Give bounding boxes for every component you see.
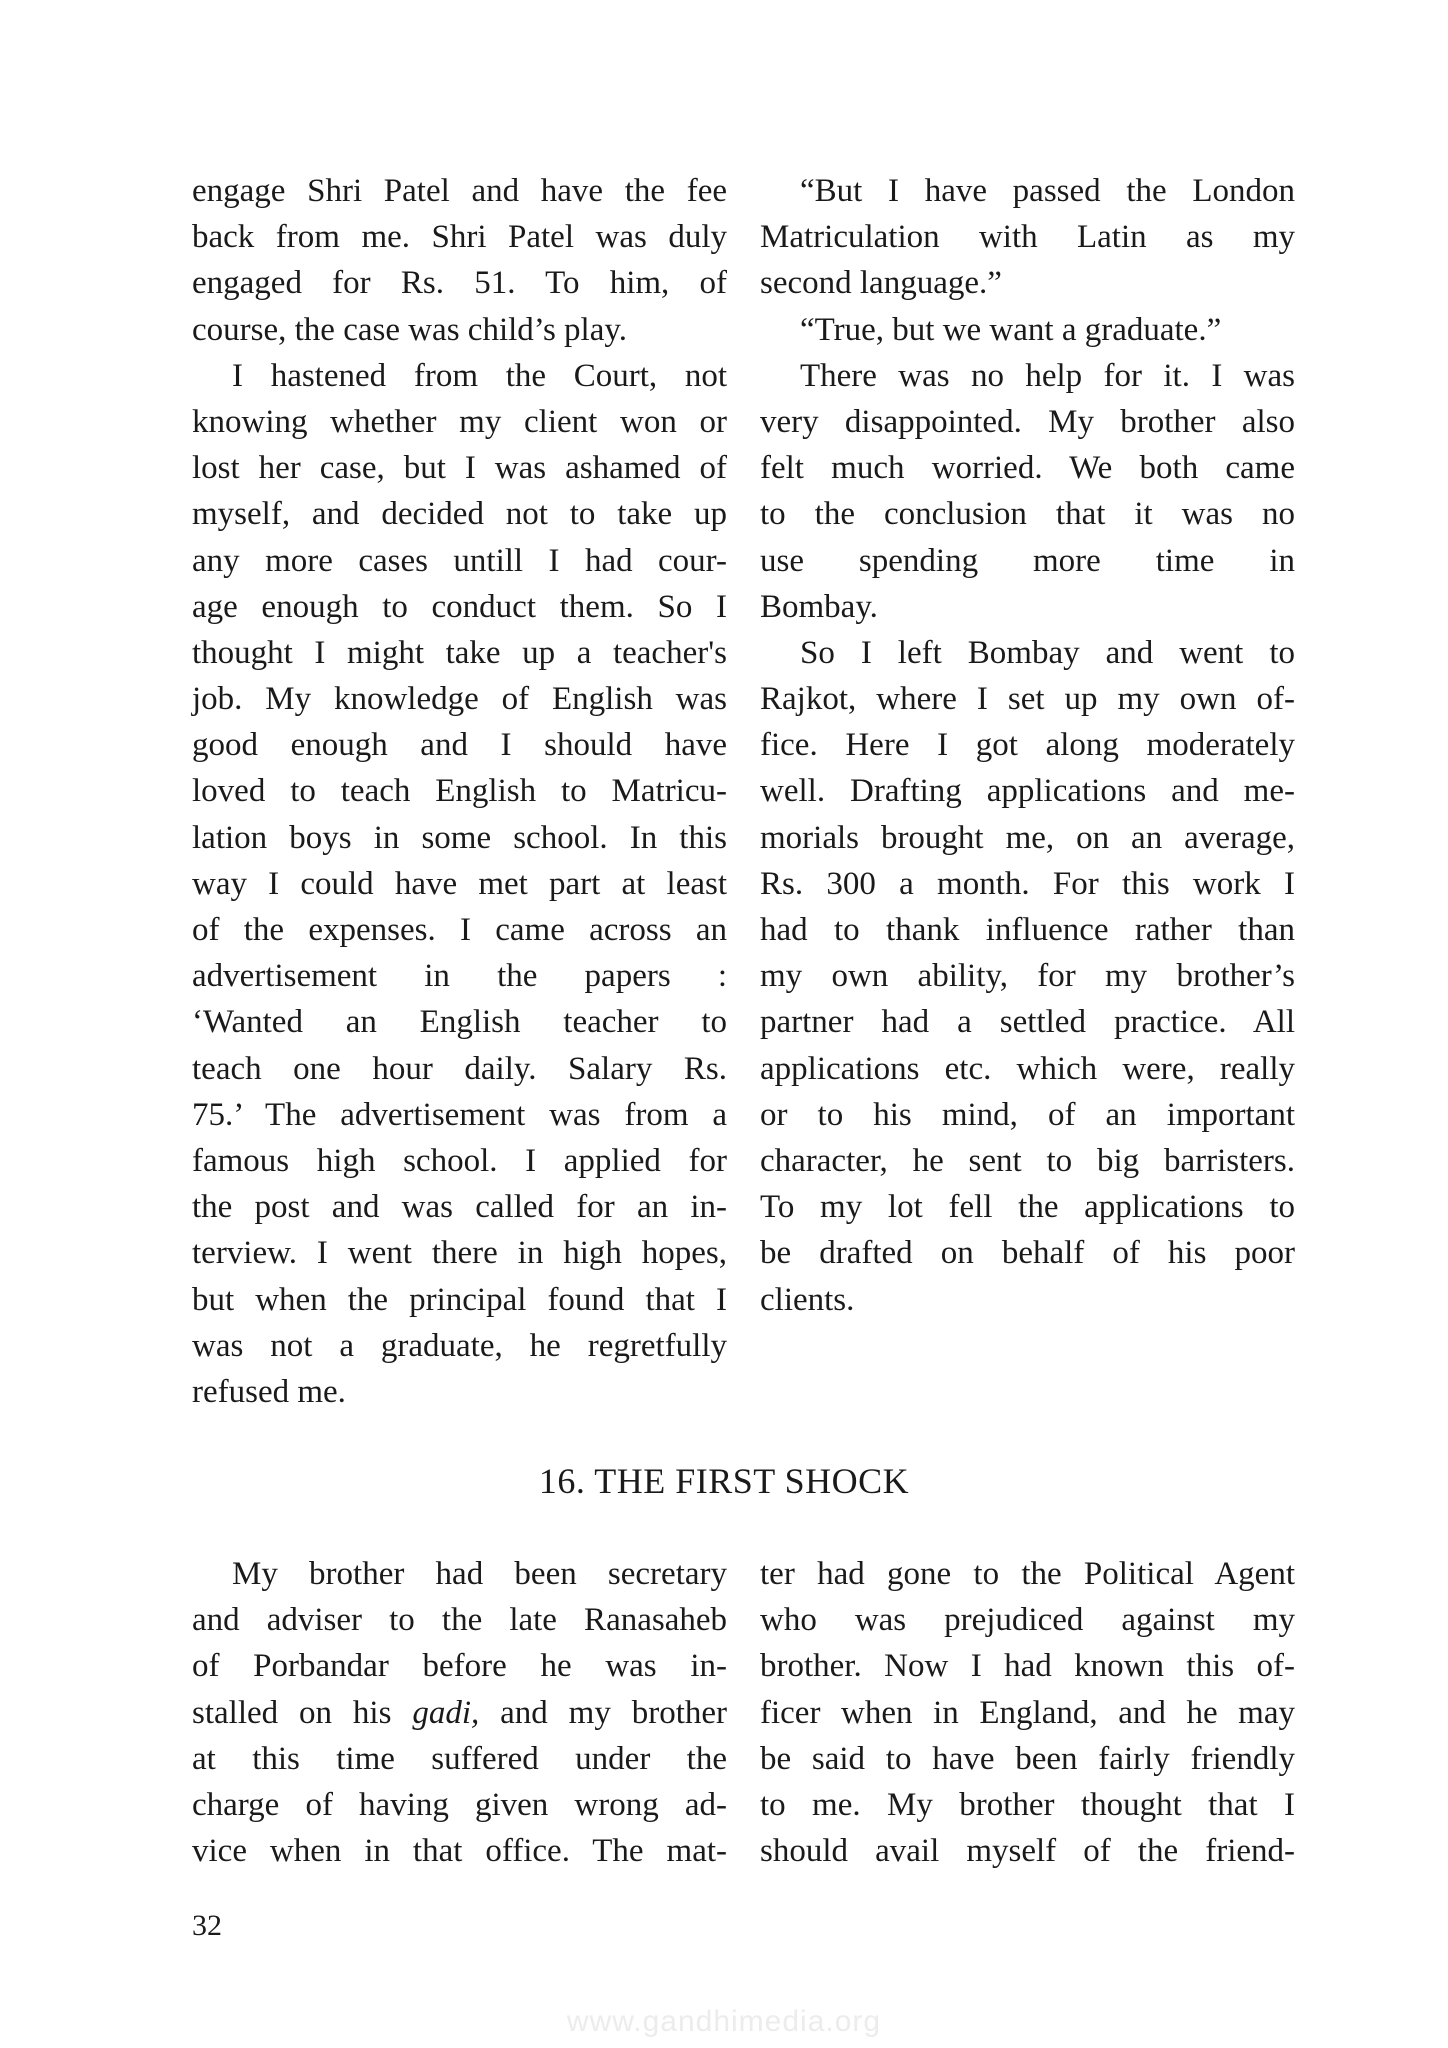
text-line: “But I have passed the London bbox=[800, 173, 1295, 209]
text-line: well. Drafting applications and me- bbox=[760, 773, 1295, 810]
text-line: was not a graduate, he regretfully bbox=[192, 1327, 727, 1364]
text-line: be said to have been fairly friendly bbox=[760, 1740, 1295, 1777]
bottom-left-column bbox=[192, 1551, 727, 1874]
text-line: second language.” bbox=[760, 265, 1002, 302]
text-line: famous high school. I applied for bbox=[192, 1142, 727, 1179]
text-line: Matriculation with Latin as my bbox=[760, 219, 1295, 256]
text-line: lost her case, but I was ashamed of bbox=[192, 450, 727, 487]
text-line: to me. My brother thought that I bbox=[760, 1786, 1295, 1823]
text-line: job. My knowledge of English was bbox=[192, 681, 727, 718]
text-line: ficer when in England, and he may bbox=[760, 1694, 1295, 1731]
text-line: ‘Wanted an English teacher to bbox=[192, 1004, 727, 1041]
text-line: but when the principal found that I bbox=[192, 1281, 727, 1318]
text-line: loved to teach English to Matricu- bbox=[192, 773, 727, 810]
text-line: engaged for Rs. 51. To him, of bbox=[192, 265, 727, 302]
text-line: good enough and I should have bbox=[192, 727, 727, 764]
text-line: to the conclusion that it was no bbox=[760, 496, 1295, 533]
text-line: “True, but we want a graduate.” bbox=[800, 311, 1222, 348]
text-line: vice when in that office. The mat- bbox=[192, 1833, 727, 1870]
text-line: brother. Now I had known this of- bbox=[760, 1648, 1295, 1685]
text-line: any more cases untill I had cour- bbox=[192, 542, 727, 579]
text-line: of Porbandar before he was in- bbox=[192, 1648, 727, 1685]
text-line: engage Shri Patel and have the fee bbox=[192, 173, 727, 209]
text-line: very disappointed. My brother also bbox=[760, 403, 1295, 440]
text-line: character, he sent to big barristers. bbox=[760, 1142, 1295, 1179]
text-line: age enough to conduct them. So I bbox=[192, 588, 727, 625]
text-line: back from me. Shri Patel was duly bbox=[192, 219, 727, 256]
text-line: course, the case was child’s play. bbox=[192, 311, 627, 348]
text-line: applications etc. which were, really bbox=[760, 1050, 1295, 1087]
chapter-heading: 16. THE FIRST SHOCK bbox=[538, 1461, 910, 1501]
text-line: way I could have met part at least bbox=[192, 865, 727, 902]
text-line: had to thank influence rather than bbox=[760, 912, 1295, 948]
text-line: knowing whether my client won or bbox=[192, 403, 727, 440]
text-line: To my lot fell the applications to bbox=[760, 1189, 1295, 1226]
text-line: advertisement in the papers : bbox=[192, 958, 727, 995]
text-line: fice. Here I got along moderately bbox=[760, 727, 1295, 764]
text-segment: and my brother bbox=[479, 1694, 728, 1731]
text-line: or to his mind, of an important bbox=[760, 1096, 1295, 1133]
text-line: So I left Bombay and went to bbox=[800, 634, 1295, 671]
text-line: charge of having given wrong ad- bbox=[192, 1786, 727, 1823]
text-line: be drafted on behalf of his poor bbox=[760, 1235, 1295, 1272]
text-line: Rajkot, where I set up my own of- bbox=[760, 681, 1295, 718]
page-number: 32 bbox=[192, 1909, 222, 1942]
text-line: Rs. 300 a month. For this work I bbox=[760, 865, 1295, 902]
text-line: My brother had been secretary bbox=[232, 1556, 727, 1592]
top-left-column bbox=[192, 168, 727, 1415]
text-line: ter had gone to the Political Agent bbox=[760, 1556, 1295, 1592]
text-line: use spending more time in bbox=[760, 542, 1295, 579]
text-line: myself, and decided not to take up bbox=[192, 496, 727, 533]
text-line: of the expenses. I came across an bbox=[192, 912, 727, 948]
text-line: felt much worried. We both came bbox=[760, 450, 1295, 487]
text-line: the post and was called for an in- bbox=[192, 1189, 727, 1226]
text-line: clients. bbox=[760, 1281, 855, 1318]
text-line: thought I might take up a teacher's bbox=[192, 634, 727, 671]
italic-term: gadi, bbox=[412, 1694, 480, 1731]
text-line: who was prejudiced against my bbox=[760, 1602, 1295, 1639]
top-right-column bbox=[760, 168, 1295, 1323]
text-line: terview. I went there in high hopes, bbox=[192, 1235, 727, 1272]
text-line bbox=[192, 1690, 727, 1736]
text-line: at this time suffered under the bbox=[192, 1740, 727, 1777]
text-line: 75.’ The advertisement was from a bbox=[192, 1096, 727, 1133]
text-line: should avail myself of the friend- bbox=[760, 1833, 1295, 1870]
text-line: refused me. bbox=[192, 1373, 346, 1410]
text-line: my own ability, for my brother’s bbox=[760, 958, 1295, 995]
text-line: partner had a settled practice. All bbox=[760, 1004, 1295, 1041]
text-line: lation boys in some school. In this bbox=[192, 819, 727, 856]
text-line: morials brought me, on an average, bbox=[760, 819, 1295, 856]
watermark: www.gandhimedia.org bbox=[566, 2005, 882, 2038]
text-line: teach one hour daily. Salary Rs. bbox=[192, 1050, 727, 1087]
text-segment: stalled on his bbox=[192, 1694, 413, 1731]
text-line: I hastened from the Court, not bbox=[232, 357, 727, 394]
bottom-right-column bbox=[760, 1551, 1295, 1874]
text-line: There was no help for it. I was bbox=[800, 357, 1295, 394]
text-line: and adviser to the late Ranasaheb bbox=[192, 1602, 727, 1639]
text-line: Bombay. bbox=[760, 588, 878, 625]
